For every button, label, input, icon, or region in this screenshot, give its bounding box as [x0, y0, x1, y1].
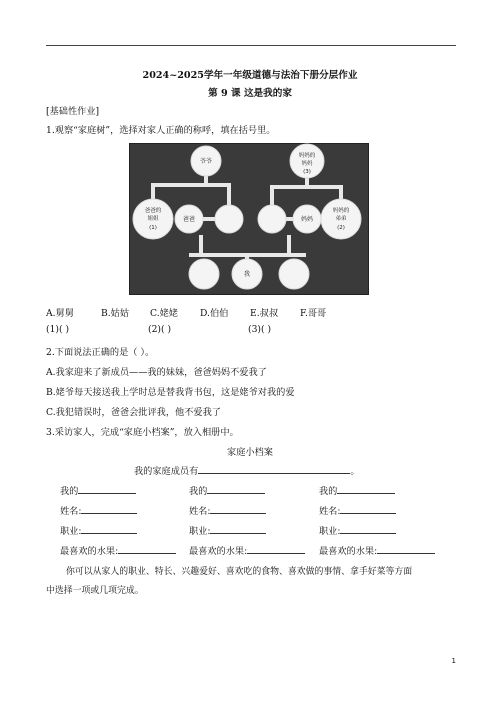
col2-job-blank[interactable]: [210, 524, 266, 534]
label-dad: 爸爸: [182, 216, 196, 223]
q2-choice-b: B.姥爷每天接送我上学时总是替我背书包，这是姥爷对我的爱: [46, 387, 295, 398]
archive-title: 家庭小档案: [227, 447, 273, 458]
col3-my-blank[interactable]: [337, 484, 395, 494]
col1-fruit-blank[interactable]: [118, 544, 176, 554]
members-label: 我的家庭成员有: [134, 466, 199, 477]
option-e: E.叔叔: [250, 308, 279, 319]
col2-my-blank[interactable]: [207, 484, 265, 494]
option-a: A.舅舅: [46, 308, 74, 319]
label-aunt-l2: 姐姐: [147, 216, 159, 222]
node-sibling-left: [189, 259, 219, 289]
note-line-2: 中选择一项或几项完成。: [46, 586, 144, 596]
note-line-1: 你可以从家人的职业、特长、兴趣爱好、喜欢吃的食物、喜欢做的事情、拿手好菜等方面: [66, 567, 413, 577]
col2-job: 职业:: [189, 523, 266, 537]
col3-fruit-blank[interactable]: [377, 544, 435, 554]
q2-choice-a: A.我家迎来了新成员——我的妹妹，爸爸妈妈不爱我了: [46, 367, 267, 378]
col2-my: 我的: [189, 483, 265, 497]
header-rule: [46, 45, 456, 46]
node-empty-2: [258, 205, 286, 233]
col2-name-blank[interactable]: [210, 504, 266, 514]
col2-name: 姓名:: [189, 503, 266, 517]
col1-my-blank[interactable]: [78, 484, 136, 494]
col3-name-blank[interactable]: [340, 504, 396, 514]
col3-fruit: 最喜欢的水果:: [319, 543, 435, 557]
col3-name: 姓名:: [319, 503, 396, 517]
label-uncle-l2: 弟弟: [335, 216, 347, 222]
option-d: D.伯伯: [200, 308, 229, 319]
label-grandma-l2: 妈妈: [301, 161, 313, 167]
col3-job-blank[interactable]: [340, 524, 396, 534]
blank-3[interactable]: (3)( ): [248, 324, 272, 335]
members-blank[interactable]: [198, 464, 350, 474]
label-aunt-l3: (1): [149, 225, 157, 231]
blank-1[interactable]: (1)( ): [46, 324, 70, 335]
col1-job: 职业:: [60, 523, 137, 537]
label-uncle-l1: 妈妈的: [332, 208, 350, 214]
col1-my: 我的: [60, 483, 136, 497]
col2-fruit: 最喜欢的水果:: [189, 543, 305, 557]
label-grandpa: 爷爷: [199, 158, 213, 165]
col1-fruit: 最喜欢的水果:: [60, 543, 176, 557]
q3-prompt: 3.采访家人，完成“家庭小档案”，放入相册中。: [46, 427, 239, 438]
q2-prompt: 2.下面说法正确的是（ ）。: [46, 347, 155, 358]
col3-my: 我的: [319, 483, 395, 497]
option-c: C.姥姥: [150, 308, 178, 319]
label-mom: 妈妈: [300, 216, 314, 223]
node-sibling-right: [279, 259, 309, 289]
q1-prompt: 1.观察“家庭树”，选择对家人正确的称呼，填在括号里。: [46, 125, 276, 136]
page-number: 1: [451, 657, 456, 665]
col1-job-blank[interactable]: [81, 524, 137, 534]
section-label: [基础性作业]: [46, 106, 100, 117]
label-grandma-l3: (3): [303, 169, 311, 175]
label-aunt-l1: 爸爸的: [144, 208, 162, 214]
col1-name: 姓名:: [60, 503, 137, 517]
members-end: 。: [350, 466, 360, 477]
node-empty-1: [215, 205, 243, 233]
lesson-title: 第 9 课 这是我的家: [208, 88, 292, 99]
q2-choice-c: C.我犯错误时，爸爸会批评我，他不爱我了: [46, 407, 221, 418]
label-me: 我: [243, 271, 251, 278]
col1-name-blank[interactable]: [81, 504, 137, 514]
members-line: [134, 463, 360, 477]
label-grandma-l1: 妈妈的: [298, 153, 316, 159]
blank-2[interactable]: (2)( ): [148, 324, 172, 335]
option-f: F.哥哥: [300, 308, 327, 319]
option-b: B.姑姑: [101, 308, 130, 319]
col2-fruit-blank[interactable]: [247, 544, 305, 554]
col3-job: 职业:: [319, 523, 396, 537]
document-title: 2024~2025学年一年级道德与法治下册分层作业: [142, 70, 358, 81]
family-tree-image: [129, 143, 369, 295]
label-uncle-l3: (2): [337, 225, 345, 231]
